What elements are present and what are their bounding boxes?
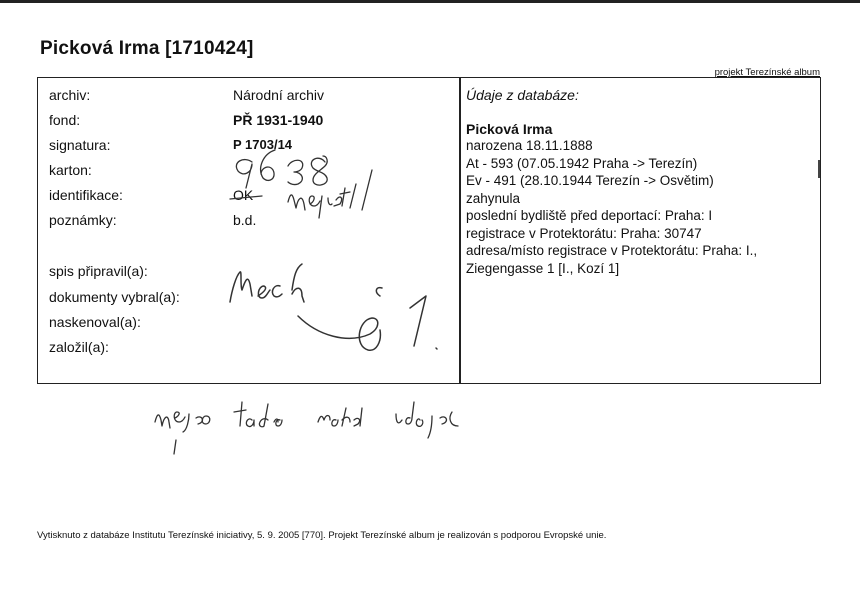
column-divider [459, 77, 461, 384]
project-label: projekt Terezínské album [714, 67, 820, 78]
field-label-fond: fond: [49, 112, 81, 128]
processing-label-prepared: spis připravil(a): [49, 263, 148, 279]
record-title: Picková Irma [1710424] [40, 38, 254, 59]
database-line: Ev - 491 (28.10.1944 Terezín -> Osvětim) [466, 173, 714, 188]
processing-label-scanned: naskenoval(a): [49, 314, 141, 330]
field-label-poznamky: poznámky: [49, 212, 117, 228]
database-line: narozena 18.11.1888 [466, 138, 593, 153]
database-line: adresa/místo registrace v Protektorátu: Praha: I., [466, 243, 758, 258]
field-value-identifikace: OK [233, 187, 254, 203]
database-lines [466, 137, 816, 277]
field-value-fond: PŘ 1931-1940 [233, 112, 324, 128]
field-label-archiv: archiv: [49, 87, 91, 103]
database-line: At - 593 (07.05.1942 Praha -> Terezín) [466, 155, 698, 171]
database-person-name: Picková Irma [466, 121, 553, 137]
field-label-identifikace: identifikace: [49, 187, 123, 203]
field-value-archiv: Národní archiv [233, 87, 325, 103]
database-heading: Údaje z databáze: [466, 87, 579, 103]
processing-label-filed: založil(a): [49, 339, 109, 355]
database-line: registrace v Protektorátu: Praha: 30747 [466, 225, 702, 241]
print-footer: Vytisknuto z databáze Institutu Terezínské iniciativy, 5. 9. 2005 [770]. Projekt Terezínské album je realizován s podporou Evropské unie. [37, 530, 607, 541]
margin-mark [818, 160, 820, 178]
top-edge-line [0, 0, 860, 3]
field-label-signatura: signatura: [49, 137, 111, 153]
processing-label-selected: dokumenty vybral(a): [49, 289, 180, 305]
database-line: poslední bydliště před deportací: Praha: I [466, 208, 713, 223]
handwritten-bottom-note [155, 402, 458, 454]
field-label-karton: karton: [49, 162, 92, 178]
database-line: zahynula [466, 190, 521, 206]
field-value-poznamky: b.d. [233, 212, 257, 228]
database-line: Ziegengasse 1 [I., Kozí 1] [466, 260, 620, 276]
field-value-signatura: P 1703/14 [233, 137, 293, 152]
